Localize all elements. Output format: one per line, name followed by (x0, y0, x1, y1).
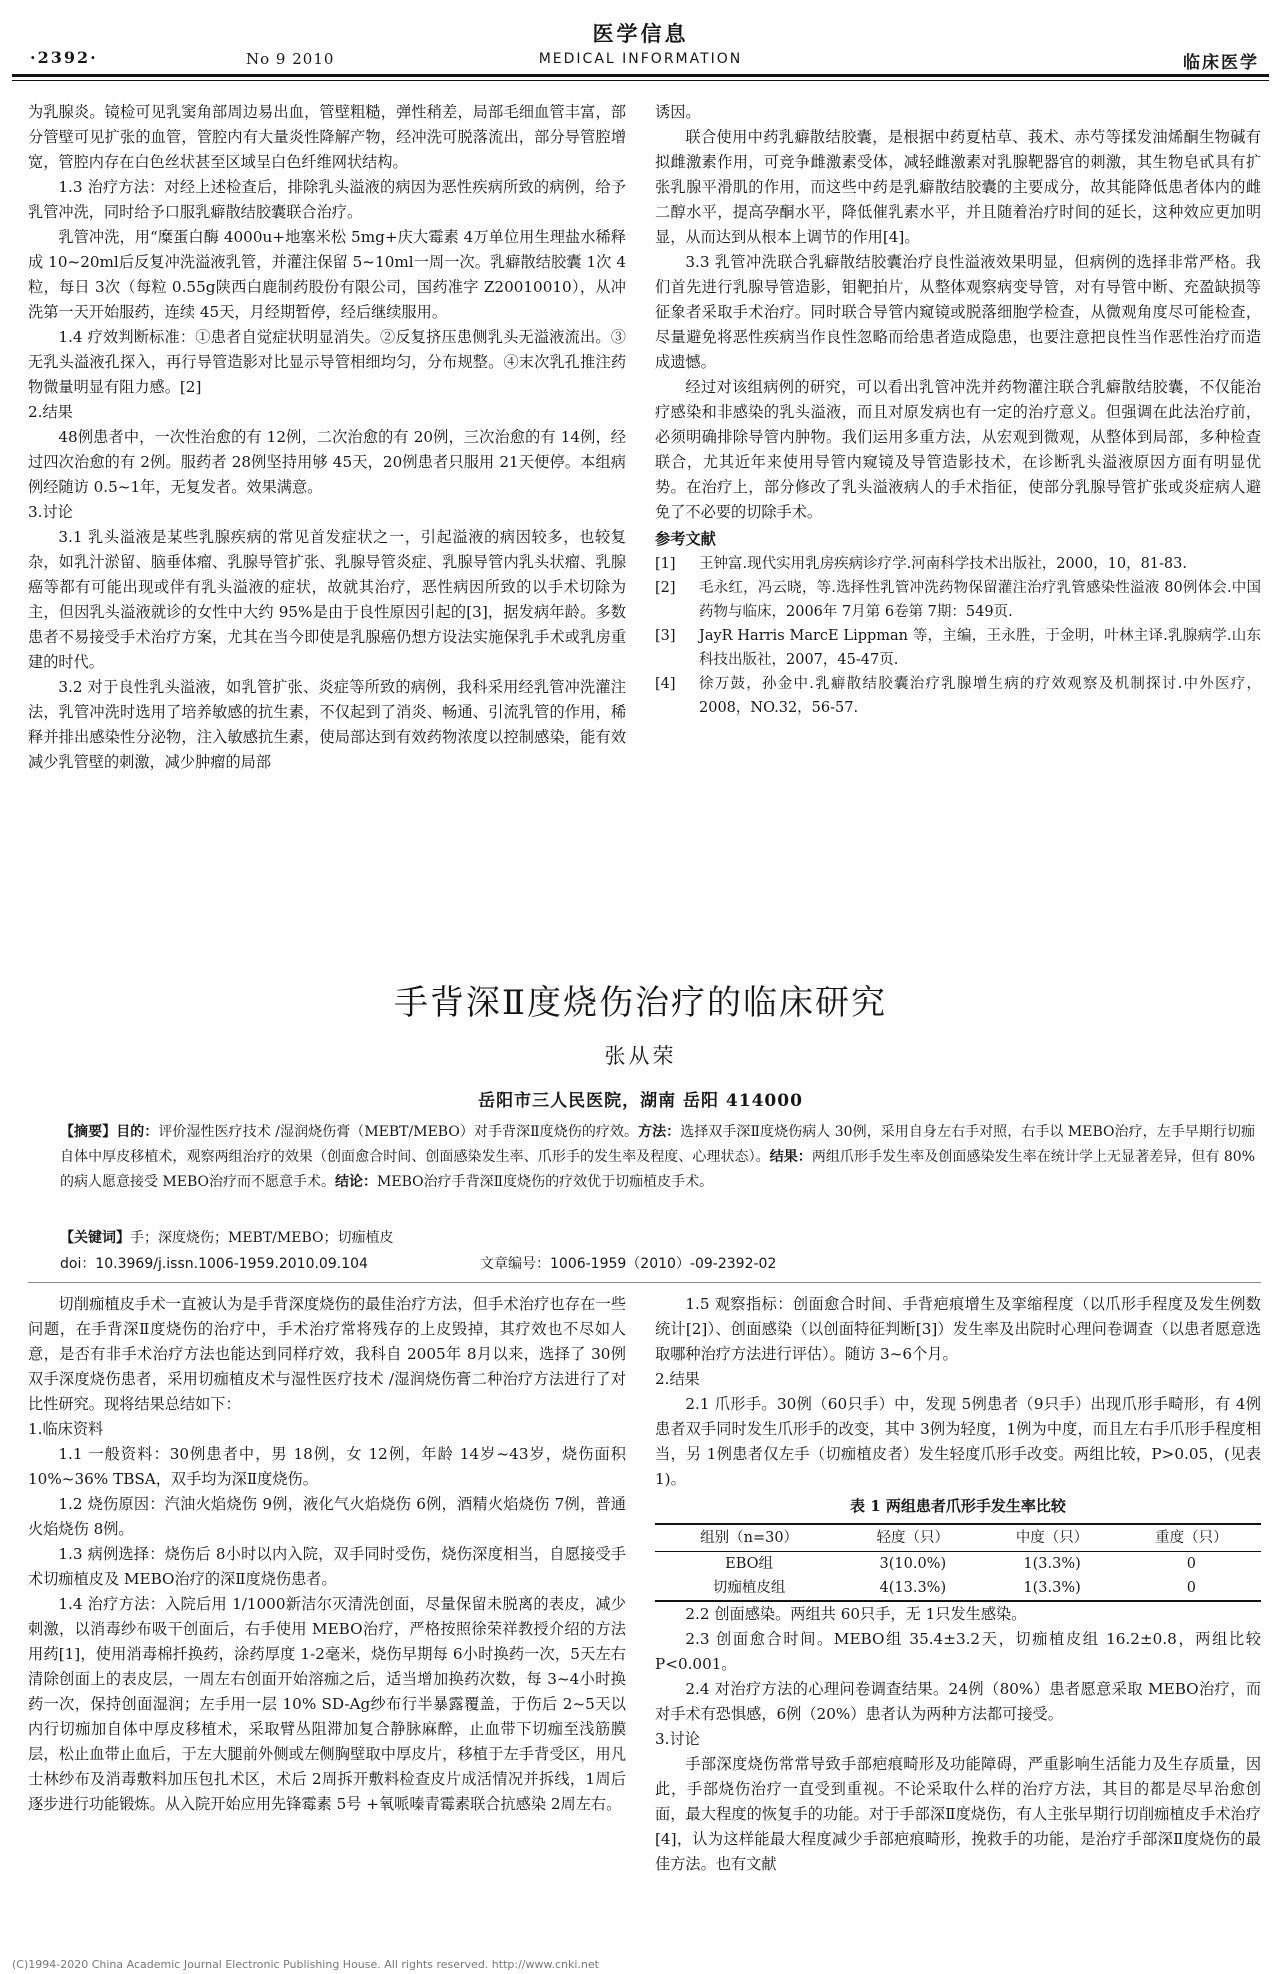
table-header-cell: 重度（只） (1122, 1524, 1261, 1552)
paragraph: 3.讨论 (28, 503, 73, 521)
doi: doi：10.3969/j.issn.1006-1959.2010.09.104 (60, 1256, 368, 1272)
paragraph: 为乳腺炎。镜检可见乳窦角部周边易出血，管壁粗糙，弹性稍差，局部毛细血管丰富，部分管壁可见扩张的血管，管腔内有大量炎性降解产物，经冲洗可脱落流出，部分导管腔增宽，管腔内存在白色丝状甚至区域呈白色纤维网状结构。 (28, 103, 626, 171)
paragraph: 手部深度烧伤常常导致手部疤痕畸形及功能障碍，严重影响生活能力及生存质量，因此，手部烧伤治疗一直受到重视。不论采取什么样的治疗方法，其目的都是尽早治愈创面，最大程度的恢复手的功能。对于手部深Ⅱ度烧伤，有人主张早期行切削痂植皮手术治疗[4]，认为这样能最大程度减少手部疤痕畸形，挽救手的功能，是治疗手部深Ⅱ度烧伤的最佳方法。也有文献 (655, 1755, 1261, 1873)
table-cell: 3(10.0%) (879, 1556, 947, 1572)
paragraph: 1.3 治疗方法：对经上述检查后，排除乳头溢液的病因为恶性疾病所致的病例，给予乳管冲洗，同时给予口服乳癖散结胶囊联合治疗。 (28, 178, 626, 221)
reference-number: [3] (655, 628, 676, 644)
table-header-cell: 中度（只） (982, 1524, 1121, 1552)
reference-text: JayR Harris MarcE Lippman 等，主编，王永胜，于金明，叶林主译.乳腺病学.山东科技出版社，2007，45-47页. (699, 628, 1261, 668)
paragraph: 1.4 治疗方法：入院后用 1/1000新洁尔灭清洗创面，尽量保留未脱离的表皮，减少刺激，以消毒纱布吸干创面后，右手使用 MEBO治疗，严格按照徐荣祥教授介绍的方法用药[1]，使用消毒棉扦换药，涂药厚度 1-2毫米，烧伤早期每 6小时换药一次，5天左右清除创面上的表皮层，一周左右创面开始溶痂之后，适当增加换药次数，每 3~4小时换药一次，保持创面湿润；左手用一层 10% SD-Ag纱布行半暴露覆盖，于伤后 2~5天以内行切痂加自体中厚皮移植术，采取臂丛阻滞加复合静脉麻醉，止血带下切痂至浅筋膜层，松止血带止血后，于左大腿前外侧或左侧胸壁取中厚皮片，移植于左手背受区，用凡士林纱布及消毒敷料加压包扎术区，术后 2周拆开敷料检查皮片成活情况并拆线，1周后逐步进行功能锻炼。从入院开始应用先锋霉素 5号 +氧哌嗪青霉素联合抗感染 2周左右。 (28, 1595, 626, 1813)
page-number: ·2392· (30, 48, 98, 67)
keywords-label: 【关键词】 (60, 1230, 130, 1246)
paragraph: 2.结果 (655, 1370, 700, 1388)
paragraph: 3.2 对于良性乳头溢液，如乳管扩张、炎症等所致的病例，我科采用经乳管冲洗灌注法，乳管冲洗时选用了培养敏感的抗生素，不仅起到了消炎、畅通、引流乳管的作用，稀释并排出感染性分泌物，注入敏感抗生素，使局部达到有效药物浓度以控制感染，能有效减少乳管壁的刺激，减少肿瘤的局部 (28, 678, 626, 771)
table-cell: 切痂植皮组 (655, 1576, 843, 1601)
paragraph: 1.临床资料 (28, 1420, 104, 1438)
paragraph: 切削痂植皮手术一直被认为是手背深度烧伤的最佳治疗方法，但手术治疗也存在一些问题，在手背深Ⅱ度烧伤的治疗中，手术治疗常将残存的上皮毁掉，其疗效也不尽如人意，是否有非手术治疗方法也能达到同样疗效，我科自 2005年 8月以来，选择了 30例双手深度烧伤患者，采用切痂植皮术与湿性医疗技术 /湿润烧伤膏二种治疗方法进行了对比性研究。现将结果总结如下： (28, 1295, 626, 1413)
reference-number: [1] (655, 556, 676, 572)
references-list (655, 552, 1261, 720)
reference-text: 徐万鼓，孙金中.乳癖散结胶囊治疗乳腺增生病的疗效观察及机制探讨.中外医疗，2008，NO.32，56-57. (699, 676, 1261, 716)
article-affiliation: 岳阳市三人民医院，湖南 岳阳 414000 (478, 1091, 803, 1111)
abstract-objective: 评价湿性医疗技术 /湿润烧伤膏（MEBT/MEBO）对手背深Ⅱ度烧伤的疗效。 (158, 1124, 639, 1140)
table-1 (655, 1523, 1261, 1602)
reference-number: [2] (655, 580, 676, 596)
paragraph: 乳管冲洗，用“糜蛋白酶 4000u+地塞米松 5mg+庆大霉素 4万单位用生理盐水稀释成 10~20ml后反复冲洗溢液乳管，并灌注保留 5~10ml一周一次。乳癖散结胶囊 1次 4粒，每日 3次（每粒 0.55g陕西白鹿制药股份有限公司，国药准字 Z20010010），从冲洗第一天开始服药，连续 45天，月经期暂停，经后继续服用。 (28, 228, 626, 321)
abstract (60, 1120, 1255, 1195)
article-left-column (28, 1292, 626, 1974)
paragraph: 48例患者中，一次性治愈的有 12例，二次治愈的有 20例，三次治愈的有 14例，经过四次治愈的有 2例。服药者 28例坚持用够 45天，20例患者只服用 21天便停。本组病例经随访 0.5~1年，无复发者。效果满意。 (28, 428, 626, 496)
paragraph: 3.1 乳头溢液是某些乳腺疾病的常见首发症状之一，引起溢液的病因较多，也较复杂，如乳汁淤留、脑垂体瘤、乳腺导管扩张、乳腺导管炎症、乳腺导管内乳头状瘤、乳腺癌等都有可能出现或伴有乳头溢液的症状，故就其治疗，恶性病因所致的以手术切除为主，但因乳头溢液就诊的女性中大约 95%是由于良性原因引起的[3]，据发病年龄。多数患者不易接受手术治疗方案，尤其在当今即使是乳腺癌仍想方设法实施保乳手术或乳房重建的时代。 (28, 528, 626, 671)
prev-article-right-column (655, 100, 1261, 890)
reference-number: [4] (655, 676, 676, 692)
reference-item (655, 576, 1261, 624)
paragraph: 联合使用中药乳癖散结胶囊，是根据中药夏枯草、莪术、赤芍等揉发油烯酮生物碱有拟雌激素作用，可竞争雌激素受体，减轻雌激素对乳腺靶器官的刺激，其生物皂甙具有扩张乳腺平滑肌的作用，而这些中药是乳癖散结胶囊的主要成分，故其能降低患者体内的雌二醇水平，提高孕酮水平，降低催乳素水平，并且随着治疗时间的延长，这种效应更加明显，从而达到从根本上调节的作用[4]。 (655, 128, 1261, 246)
prev-article-right-paragraphs (655, 100, 1261, 525)
abstract-label: 【摘要】 (60, 1124, 117, 1140)
abstract-conclusion: MEBO治疗手背深Ⅱ度烧伤的疗效优于切痂植皮手术。 (377, 1174, 714, 1190)
journal-title-en: MEDICAL INFORMATION (538, 51, 743, 67)
journal-title-cn: 医学信息 (592, 21, 689, 46)
paragraph: 1.1 一般资料：30例患者中，男 18例，女 12例，年龄 14岁~43岁，烧伤面积 10%~36% TBSA，双手均为深Ⅱ度烧伤。 (28, 1445, 626, 1488)
abstract-method: 选择双手深Ⅱ度烧伤病人 30例，采用自身左右手对照，右手以 MEBO治疗，左手早期行切痂自体中厚皮移植术，观察两组治疗的效果（创面愈合时间、创面感染发生率、爪形手的发生率及程度、心理状态）。 (60, 1124, 1255, 1165)
paragraph: 1.5 观察指标：创面愈合时间、手背疤痕增生及挛缩程度（以爪形手程度及发生例数统计[2]）、创面感染（以创面特征判断[3]）发生率及出院时心理问卷调查（以患者愿意选取哪种治疗方法进行评估）。随访 3~6个月。 (655, 1295, 1261, 1363)
table-cell: 0 (1186, 1556, 1196, 1572)
table-row (655, 1552, 1261, 1577)
table-header-cell: 轻度（只） (843, 1524, 982, 1552)
paragraph: 2.结果 (28, 403, 73, 421)
table-1-title: 表 1 两组患者爪形手发生率比较 (850, 1497, 1066, 1515)
keywords-text: 手；深度烧伤；MEBT/MEBO；切痂植皮 (130, 1230, 394, 1246)
reference-text: 毛永红，冯云晓，等.选择性乳管冲洗药物保留灌注治疗乳管感染性溢液 80例体会.中国药物与临床，2006年 7月第 6卷第 7期：549页. (699, 580, 1261, 620)
reference-item (655, 624, 1261, 672)
article-number: 文章编号：1006-1959（2010）-09-2392-02 (480, 1256, 777, 1272)
article-right-column (655, 1292, 1261, 1974)
table-cell: 1(3.3%) (982, 1576, 1121, 1601)
table-cell: 0 (1122, 1576, 1261, 1601)
abstract-objective-label: 目的： (116, 1124, 159, 1140)
header-rule-thin (12, 80, 1269, 81)
paragraph: 1.2 烧伤原因：汽油火焰烧伤 9例，液化气火焰烧伤 6例，酒精火焰烧伤 7例，普通火焰烧伤 8例。 (28, 1495, 626, 1538)
prev-article-left-column (28, 100, 626, 890)
issue-number: No 9 2010 (246, 50, 335, 68)
references-heading: 参考文献 (655, 530, 716, 548)
keywords (60, 1226, 1255, 1250)
header-rule-thick (12, 74, 1269, 77)
section-name: 临床医学 (1183, 53, 1259, 73)
paragraph: 2.3 创面愈合时间。MEBO组 35.4±3.2天，切痂植皮组 16.2±0.8，两组比较 P<0.001。 (655, 1630, 1261, 1673)
paragraph: 诱因。 (655, 103, 701, 121)
table-cell: 1(3.3%) (1023, 1556, 1081, 1572)
table-header-cell: 组别（n=30） (655, 1524, 843, 1552)
article-title: 手背深Ⅱ度烧伤治疗的临床研究 (393, 983, 888, 1023)
table-cell: 4(13.3%) (843, 1576, 982, 1601)
article-right-bottom-paragraphs (655, 1602, 1261, 1877)
paragraph: 2.4 对治疗方法的心理问卷调查结果。24例（80%）患者愿意采取 MEBO治疗，而对手术有恐惧感，6例（20%）患者认为两种方法都可接受。 (655, 1680, 1261, 1723)
paragraph: 2.1 爪形手。30例（60只手）中，发现 5例患者（9只手）出现爪形手畸形，有 4例患者双手同时发生爪形手的改变，其中 3例为轻度，1例为中度，而且左右手爪形手程度相当，另 1例患者仅左手（切痂植皮者）发生轻度爪形手改变。两组比较，P>0.05，(见表 1)。 (655, 1395, 1261, 1488)
paragraph: 1.4 疗效判断标准：①患者自觉症状明显消失。②反复挤压患侧乳头无溢液流出。③无乳头溢液孔探入，再行导管造影对比显示导管相细均匀，分布规整。④末次乳孔推注药物微量明显有阻力感。[2] (28, 328, 626, 396)
paragraph: 经过对该组病例的研究，可以看出乳管冲洗并药物灌注联合乳癖散结胶囊，不仅能治疗感染和非感染的乳头溢液，而且对原发病也有一定的治疗意义。但强调在此法治疗前，必须明确排除导管内肿物。我们运用多重方法，从宏观到微观，从整体到局部，多种检查联合，尤其近年来使用导管内窥镜及导管造影技术，在诊断乳头溢液原因方面有明显优势。在治疗上，部分修改了乳头溢液病人的手术指征，使部分乳腺导管扩张或炎症病人避免了不必要的切除手术。 (655, 378, 1261, 521)
table-header-row (655, 1524, 1261, 1552)
abstract-conclusion-label: 结论： (335, 1174, 378, 1190)
reference-item (655, 672, 1261, 720)
running-header (0, 0, 1281, 90)
table-cell: EBO组 (725, 1556, 774, 1572)
doi-row (60, 1252, 1255, 1276)
article-right-top-paragraphs (655, 1292, 1261, 1492)
abstract-result-label: 结果： (769, 1149, 812, 1165)
paragraph: 3.讨论 (655, 1730, 700, 1748)
reference-item (655, 552, 1261, 576)
abstract-divider (28, 1282, 1261, 1283)
reference-text: 王钟富.现代实用乳房疾病诊疗学.河南科学技术出版社，2000，10，81-83. (699, 556, 1187, 572)
paragraph: 2.2 创面感染。两组共 60只手，无 1只发生感染。 (685, 1605, 1027, 1623)
abstract-method-label: 方法： (638, 1124, 681, 1140)
abstract-result: 两组爪形手发生率及创面感染发生率在统计学上无显著差异，但有 80%的病人愿意接受 MEBO治疗而不愿意手术。 (60, 1149, 1256, 1190)
paragraph: 3.3 乳管冲洗联合乳癖散结胶囊治疗良性溢液效果明显，但病例的选择非常严格。我们首先进行乳腺导管造影，钼靶拍片，从整体观察病变导管，对有导管中断、充盈缺损等征象者采取手术治疗。同时联合导管内窥镜或脱落细胞学检查，从微观角度尽可能检查，尽量避免将恶性疾病当作良性忽略而给患者造成隐患，也要注意把良性当作恶性治疗而造成遗憾。 (655, 253, 1261, 371)
paragraph: 1.3 病例选择：烧伤后 8小时以内入院，双手同时受伤，烧伤深度相当，自愿接受手术切痂植皮及 MEBO治疗的深Ⅱ度烧伤患者。 (28, 1545, 626, 1588)
article-author: 张从荣 (604, 1044, 677, 1068)
footer-copyright: (C)1994-2020 China Academic Journal Electronic Publishing House. All rights reserved. http://www.cnki.net (12, 1958, 599, 1971)
table-row (655, 1576, 1261, 1601)
